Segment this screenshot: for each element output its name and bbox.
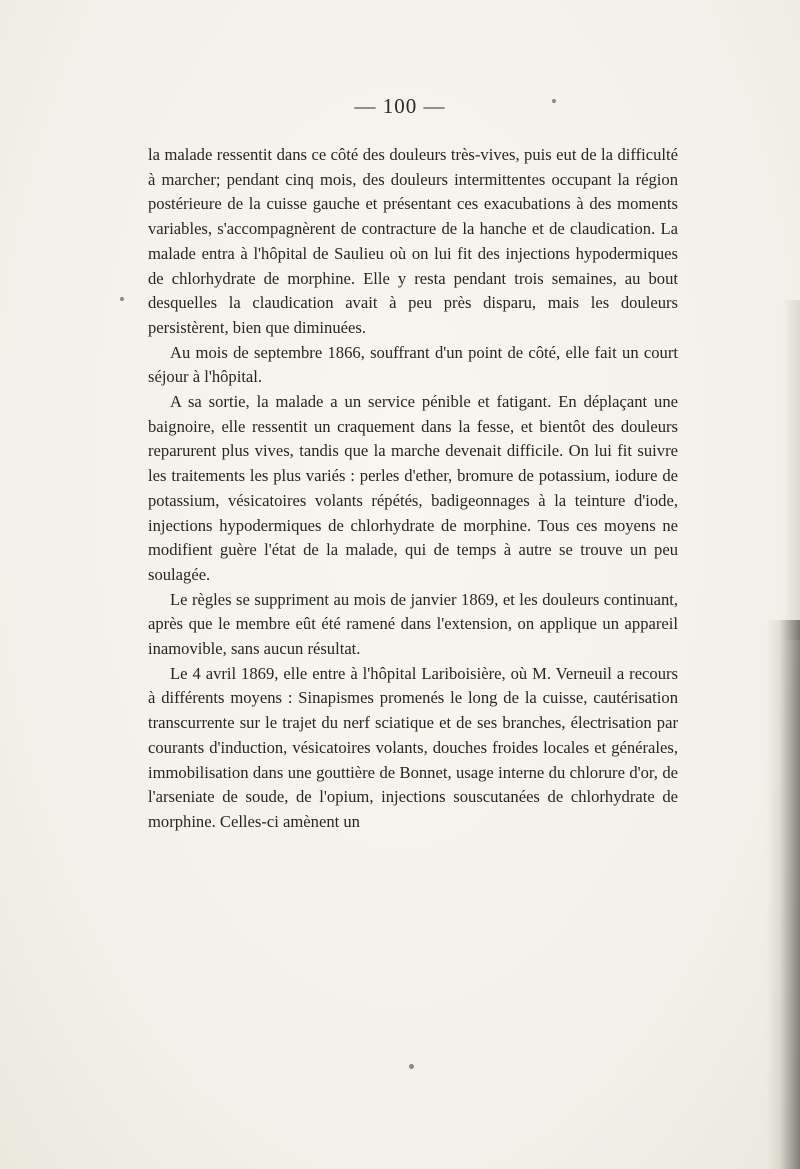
paragraph: A sa sortie, la malade a un service pénible et fatigant. En déplaçant une baignoire, elle ressentit un craquement dans la fesse, et bientôt des douleurs reparurent plus vives, tandis que la marche devenait difficile. On lui fit suivre les traitements les plus variés : perles d'ether, bromure de potassium, iodure de potassium, vésicatoires volants répétés, badigeonnages à la teinture d'iode, injections hypodermiques de chlorhydrate de morphine. Tous ces moyens ne modifient guère l'état de la malade, qui de temps à autre se trouve un peu soulagée. (148, 392, 678, 584)
paper-speck (552, 99, 556, 103)
page-edge-shadow (766, 620, 800, 1169)
body-text (148, 143, 678, 835)
paragraph: Le règles se suppriment au mois de janvier 1869, et les douleurs continuant, après que le membre eût été ramené dans l'extension, on applique un appareil inamovible, sans aucun résultat. (148, 589, 678, 659)
paragraph: Au mois de septembre 1866, souffrant d'un point de côté, elle fait un court séjour à l'hôpital. (148, 342, 678, 387)
paragraph: la malade ressentit dans ce côté des douleurs très-vives, puis eut de la difficulté à marcher; pendant cinq mois, des douleurs intermittentes occupant la région postérieure de la cuisse gauche et présentant ces exacubations à des moments variables, s'accompagnèrent de contracture de la hanche et de claudication. La malade entra à l'hôpital de Saulieu où on lui fit des injections hypodermiques de chlorhydrate de morphine. Elle y resta pendant trois semaines, au bout desquelles la claudication avait à peu près disparu, mais les douleurs persistèrent, bien que diminuées. (148, 145, 678, 337)
page-edge-shading (782, 300, 800, 640)
paragraph: Le 4 avril 1869, elle entre à l'hôpital Lariboisière, où M. Verneuil a recours à différents moyens : Sinapismes promenés le long de la cuisse, cautérisation transcurrente sur le trajet du nerf sciatique et de ses branches, électrisation par courants d'induction, vésicatoires volants, douches froides locales et générales, immobilisation dans une gouttière de Bonnet, usage interne du chlorure d'or, de l'arseniate de soude, de l'opium, injections souscutanées de chlorhydrate de morphine. Celles-ci amènent un (148, 663, 678, 831)
page-number: — 100 — (354, 94, 446, 118)
paper-speck (409, 1064, 414, 1069)
paper-speck (120, 297, 124, 301)
